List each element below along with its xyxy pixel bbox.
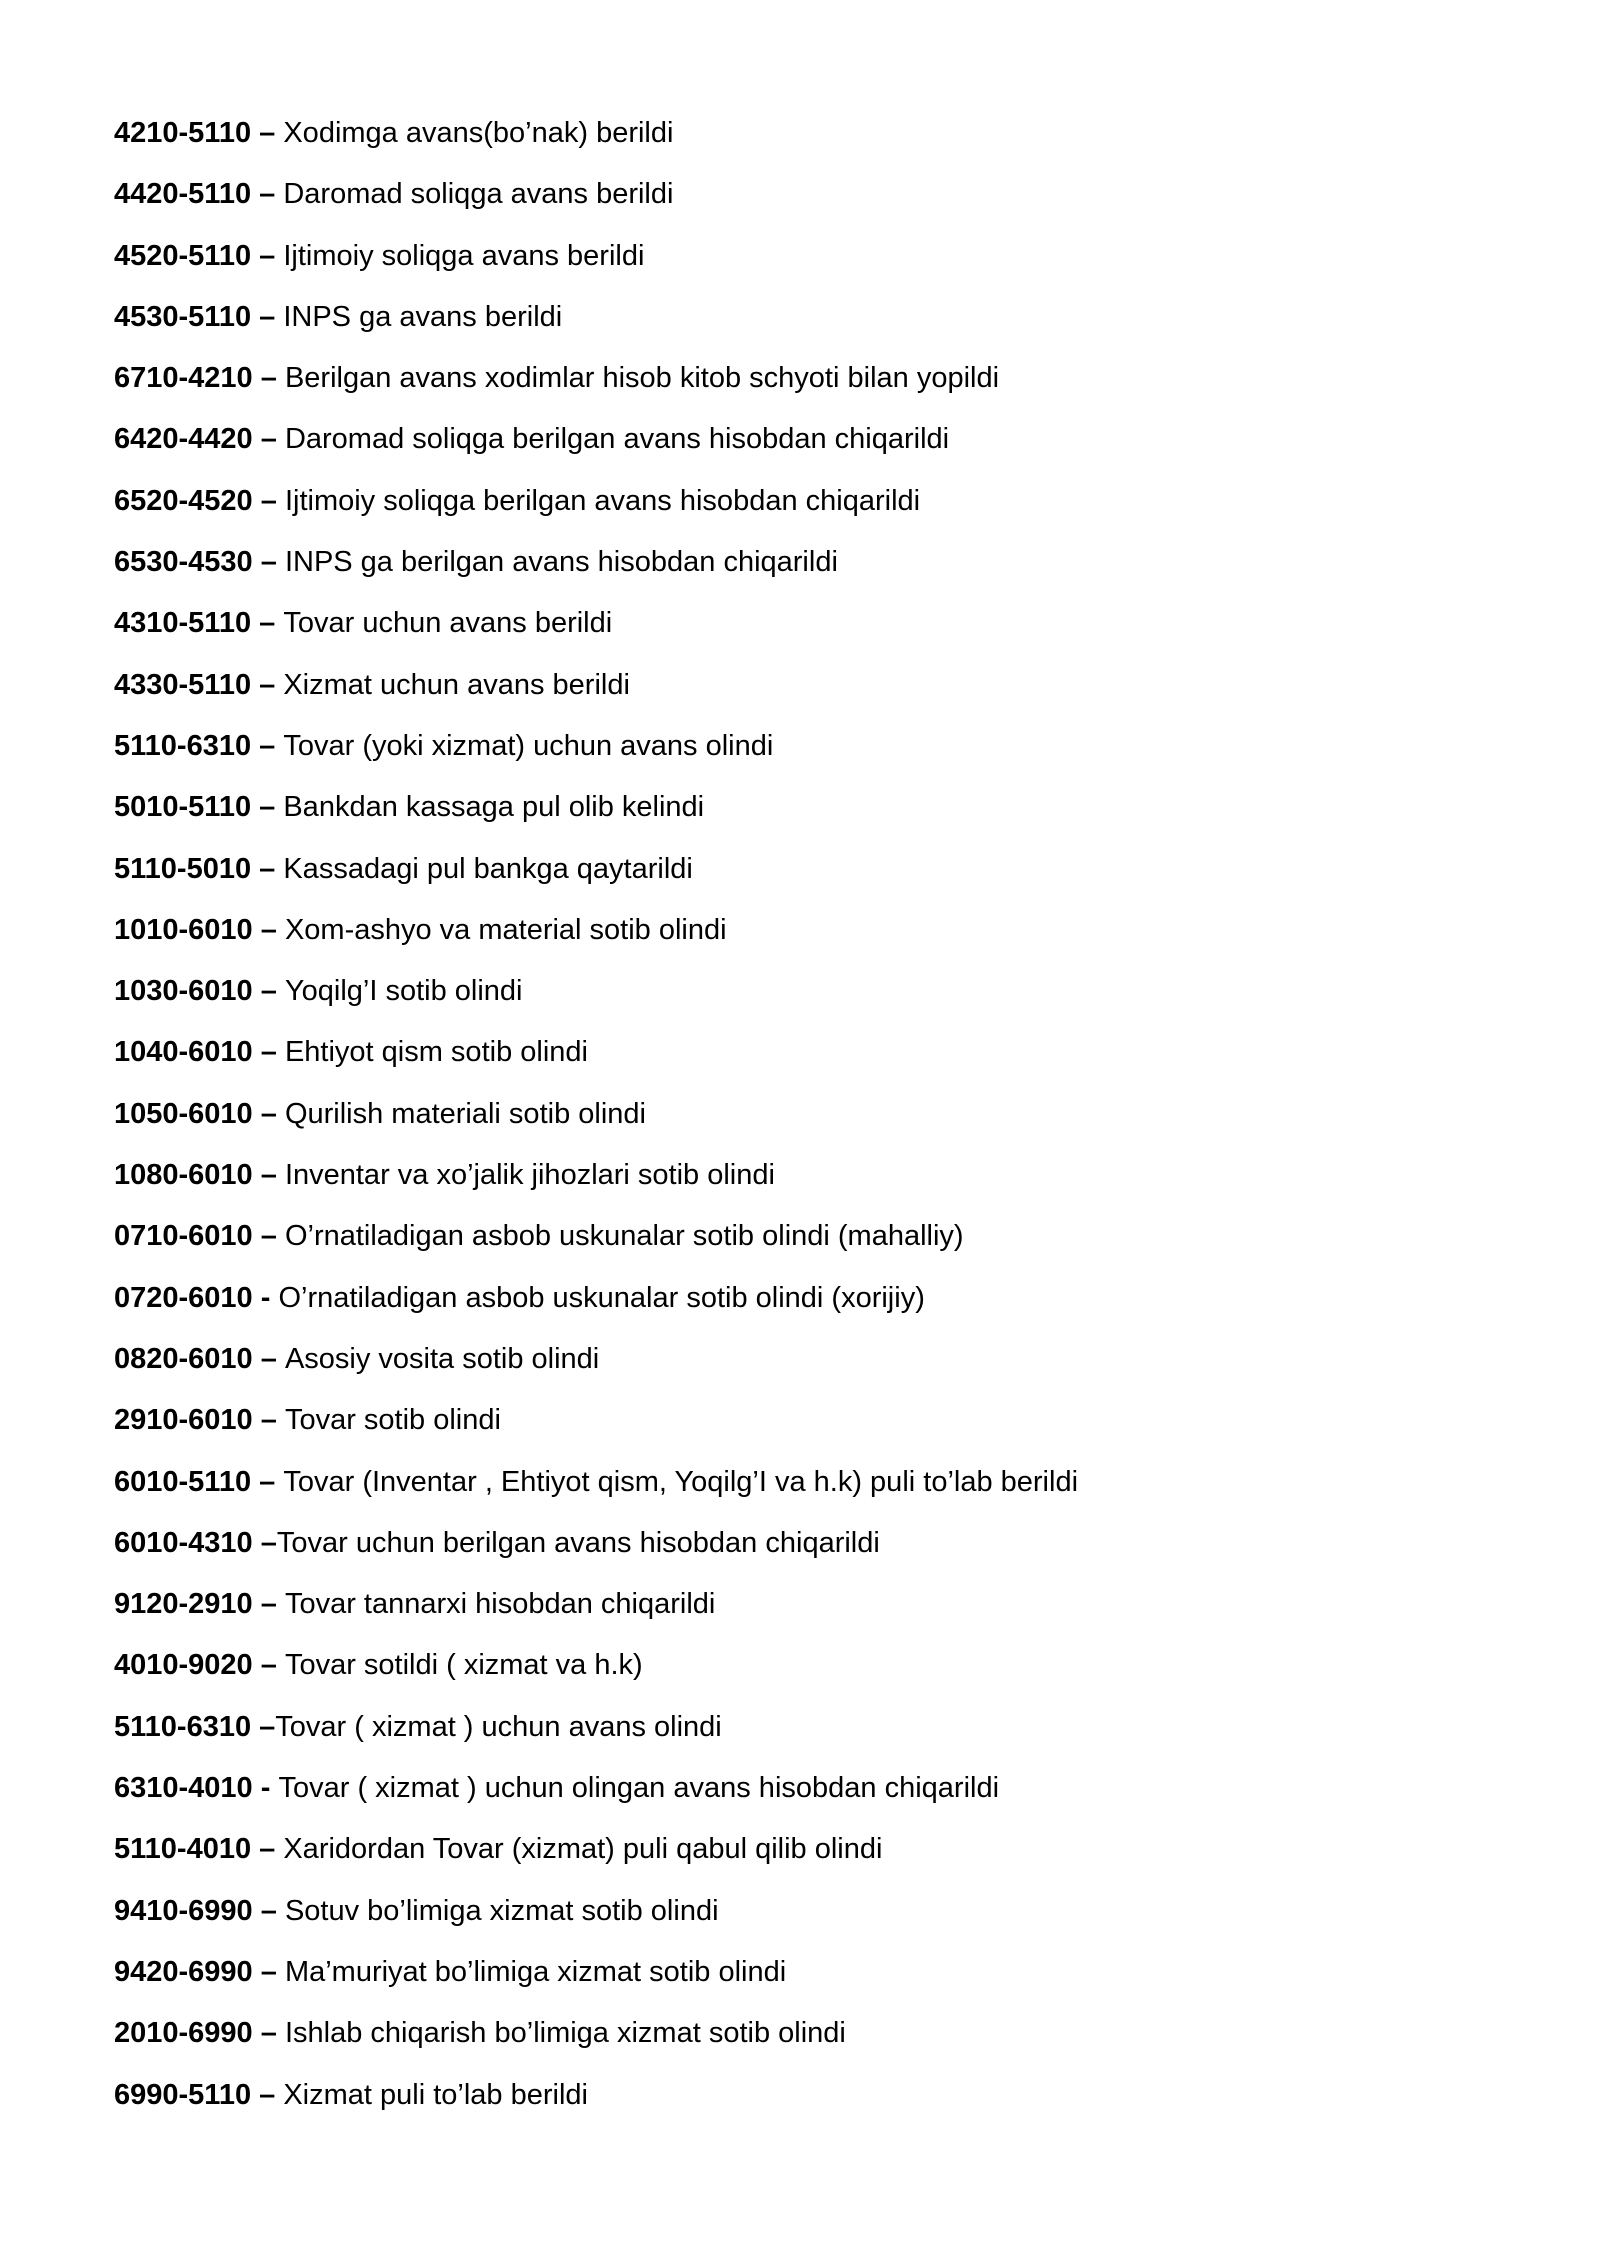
entry-separator: – <box>252 1955 285 1988</box>
entry-separator: – <box>251 1465 284 1498</box>
entry-line <box>114 1584 1534 1645</box>
account-code-pair: 0720-6010 <box>114 1281 253 1314</box>
entry-separator: – <box>251 239 284 272</box>
accounting-entries-list <box>114 113 1534 2136</box>
entry-line <box>114 1462 1534 1523</box>
account-code-pair: 1050-6010 <box>114 1097 253 1130</box>
entry-description: O’rnatiladigan asbob uskunalar sotib olindi (mahalliy) <box>284 1220 964 1253</box>
entry-line <box>114 1094 1534 1155</box>
account-code-pair: 6520-4520 <box>114 484 253 517</box>
account-code-pair: 6990-5110 <box>114 2078 252 2111</box>
entry-description: Tovar tannarxi hisobdan chiqarildi <box>284 1588 716 1621</box>
entry-separator: – <box>252 975 285 1008</box>
entry-separator: – <box>252 913 285 946</box>
account-code-pair: 2910-6010 <box>114 1404 253 1437</box>
entry-line <box>114 726 1534 787</box>
entry-separator: – <box>251 668 284 701</box>
entry-line <box>114 1645 1534 1706</box>
entry-separator: – <box>252 1036 285 1069</box>
entry-separator: – <box>252 362 285 395</box>
entry-line <box>114 603 1534 664</box>
entry-line <box>114 1891 1534 1952</box>
entry-separator: – <box>252 1220 285 1253</box>
account-code-pair: 6010-5110 <box>114 1465 252 1498</box>
entry-separator: – <box>251 791 284 824</box>
entry-description: Ehtiyot qism sotib olindi <box>284 1036 588 1069</box>
entry-separator: – <box>251 2078 284 2111</box>
account-code-pair: 0820-6010 <box>114 1342 253 1375</box>
entry-separator: – <box>251 178 284 211</box>
entry-description: Tovar ( xizmat ) uchun avans olindi <box>275 1710 722 1743</box>
entry-description: Bankdan kassaga pul olib kelindi <box>283 791 705 824</box>
entry-separator: – <box>251 1833 284 1866</box>
entry-description: Tovar uchun berilgan avans hisobdan chiqarildi <box>276 1526 880 1559</box>
entry-separator: – <box>252 1588 285 1621</box>
entry-line <box>114 971 1534 1032</box>
entry-line <box>114 1155 1534 1216</box>
entry-description: Inventar va xo’jalik jihozlari sotib olindi <box>284 1159 775 1192</box>
entry-line <box>114 1523 1534 1584</box>
account-code-pair: 5110-5010 <box>114 852 252 885</box>
entry-description: Tovar (yoki xizmat) uchun avans olindi <box>283 729 774 762</box>
entry-line <box>114 2075 1534 2136</box>
account-code-pair: 5110-6310 <box>114 1710 252 1743</box>
entry-line <box>114 2013 1534 2074</box>
entry-separator: – <box>251 607 284 640</box>
entry-description: Tovar sotib olindi <box>284 1404 501 1437</box>
entry-line <box>114 297 1534 358</box>
entry-description: Ijtimoiy soliqga avans berildi <box>283 239 645 272</box>
entry-description: Ishlab chiqarish bo’limiga xizmat sotib olindi <box>284 2017 846 2050</box>
entry-separator: – <box>252 546 285 579</box>
account-code-pair: 6310-4010 <box>114 1772 253 1805</box>
account-code-pair: 9120-2910 <box>114 1588 253 1621</box>
entry-line <box>114 236 1534 297</box>
account-code-pair: 1010-6010 <box>114 913 253 946</box>
account-code-pair: 4210-5110 <box>114 117 252 149</box>
account-code-pair: 5110-4010 <box>114 1833 252 1866</box>
entry-description: Yoqilg’I sotib olindi <box>284 975 523 1008</box>
entry-line <box>114 787 1534 848</box>
entry-separator: – <box>251 729 284 762</box>
entry-separator: – <box>251 117 284 149</box>
entry-description: Xaridordan Tovar (xizmat) puli qabul qilib olindi <box>283 1833 883 1866</box>
entry-separator: – <box>252 1097 285 1130</box>
entry-description: Ma’muriyat bo’limiga xizmat sotib olindi <box>284 1955 787 1988</box>
entry-line <box>114 910 1534 971</box>
entry-description: Asosiy vosita sotib olindi <box>284 1342 600 1375</box>
entry-line <box>114 1829 1534 1890</box>
entry-description: Daromad soliqga avans berildi <box>283 178 674 211</box>
account-code-pair: 4010-9020 <box>114 1649 253 1682</box>
entry-description: INPS ga avans berildi <box>283 300 563 333</box>
entry-separator: – <box>251 852 284 885</box>
account-code-pair: 4420-5110 <box>114 178 252 211</box>
entry-separator: – <box>252 1159 285 1192</box>
account-code-pair: 5010-5110 <box>114 791 252 824</box>
account-code-pair: 4310-5110 <box>114 607 252 640</box>
entry-description: Xizmat uchun avans berildi <box>283 668 630 701</box>
entry-description: Berilgan avans xodimlar hisob kitob schyoti bilan yopildi <box>284 362 1000 395</box>
account-code-pair: 6010-4310 <box>114 1526 253 1559</box>
account-code-pair: 6420-4420 <box>114 423 253 456</box>
entry-separator: – <box>252 423 285 456</box>
entry-separator: – <box>252 2017 285 2050</box>
entry-separator: – <box>251 1710 276 1743</box>
entry-line <box>114 1400 1534 1461</box>
entry-separator: - <box>252 1772 279 1805</box>
account-code-pair: 5110-6310 <box>114 729 252 762</box>
entry-separator: – <box>252 484 285 517</box>
entry-line <box>114 665 1534 726</box>
entry-description: INPS ga berilgan avans hisobdan chiqarildi <box>284 546 838 579</box>
account-code-pair: 6530-4530 <box>114 546 253 579</box>
entry-description: Ijtimoiy soliqga berilgan avans hisobdan chiqarildi <box>284 484 921 517</box>
entry-description: Xom-ashyo va material sotib olindi <box>284 913 727 946</box>
entry-separator: – <box>252 1342 285 1375</box>
account-code-pair: 1030-6010 <box>114 975 253 1008</box>
entry-line <box>114 849 1534 910</box>
entry-line <box>114 1339 1534 1400</box>
account-code-pair: 9410-6990 <box>114 1894 253 1927</box>
entry-description: Daromad soliqga berilgan avans hisobdan chiqarildi <box>284 423 950 456</box>
entry-line <box>114 174 1534 235</box>
entry-line <box>114 1952 1534 2013</box>
entry-description: Kassadagi pul bankga qaytarildi <box>283 852 693 885</box>
entry-description: Sotuv bo’limiga xizmat sotib olindi <box>284 1894 719 1927</box>
entry-separator: – <box>252 1526 277 1559</box>
account-code-pair: 1040-6010 <box>114 1036 253 1069</box>
entry-separator: - <box>252 1281 279 1314</box>
account-code-pair: 0710-6010 <box>114 1220 253 1253</box>
entry-description: Xizmat puli to’lab berildi <box>283 2078 588 2111</box>
entry-description: Xodimga avans(bo’nak) berildi <box>283 117 674 149</box>
account-code-pair: 9420-6990 <box>114 1955 253 1988</box>
entry-description: Tovar uchun avans berildi <box>283 607 613 640</box>
entry-description: Qurilish materiali sotib olindi <box>284 1097 646 1130</box>
entry-separator: – <box>252 1894 285 1927</box>
account-code-pair: 1080-6010 <box>114 1159 253 1192</box>
entry-line <box>114 1032 1534 1093</box>
entry-line <box>114 1768 1534 1829</box>
entry-description: Tovar (Inventar , Ehtiyot qism, Yoqilg’I va h.k) puli to’lab berildi <box>283 1465 1079 1498</box>
account-code-pair: 6710-4210 <box>114 362 253 395</box>
entry-line <box>114 113 1534 174</box>
entry-line <box>114 1216 1534 1277</box>
entry-separator: – <box>251 300 284 333</box>
entry-line <box>114 481 1534 542</box>
entry-line <box>114 1707 1534 1768</box>
entry-description: Tovar sotildi ( xizmat va h.k) <box>284 1649 643 1682</box>
account-code-pair: 4520-5110 <box>114 239 252 272</box>
entry-description: O’rnatiladigan asbob uskunalar sotib olindi (xorijiy) <box>278 1281 925 1314</box>
entry-line <box>114 419 1534 480</box>
account-code-pair: 4530-5110 <box>114 300 252 333</box>
entry-line <box>114 1278 1534 1339</box>
entry-line <box>114 358 1534 419</box>
account-code-pair: 2010-6990 <box>114 2017 253 2050</box>
entry-line <box>114 542 1534 603</box>
entry-separator: – <box>252 1404 285 1437</box>
entry-description: Tovar ( xizmat ) uchun olingan avans hisobdan chiqarildi <box>278 1772 1000 1805</box>
entry-separator: – <box>252 1649 285 1682</box>
account-code-pair: 4330-5110 <box>114 668 252 701</box>
